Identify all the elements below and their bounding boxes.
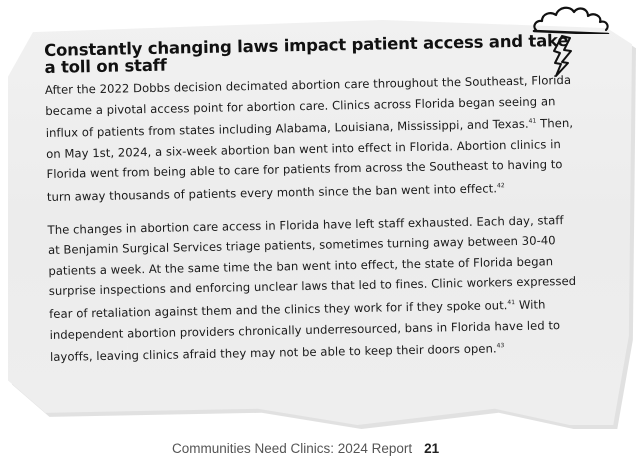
page-footer: [172, 441, 439, 456]
paragraph-text: Then, on May 1st, 2024, a six-week abortion ban went into effect in Florida. Abortion clinics in Florida went from being able to care for patients from across the Southeast to having to turn away thousands of patients every month since the ban went into effect.: [46, 116, 574, 204]
section-heading: Constantly changing laws impact patient access and take a toll on staff: [43, 30, 569, 77]
footnote-ref[interactable]: 41: [528, 117, 537, 125]
footnote-ref[interactable]: 43: [496, 342, 505, 350]
page-number: 21: [424, 441, 440, 456]
paragraph-2: [47, 209, 580, 367]
article-section: [44, 32, 580, 380]
report-title: Communities Need Clinics: 2024 Report: [172, 441, 413, 456]
paragraph-text: The changes in abortion care access in Florida have left staff exhausted. Each day, staff at Benjamin Surgical Services triage patients, sometimes turning away between 30-40 patients a week. At the same time the ban went into effect, the state of Florida began surprise inspections and enforcing unclear laws that led to fines. Clinic workers expressed fear of retaliation against them and the clinics they work for if they spoke out.: [47, 212, 577, 321]
paragraph-text: With independent abortion providers chronically underresourced, bans in Florida have led to layoffs, leaving clinics afraid they may not be able to keep their doors open.: [49, 297, 561, 365]
storm-cloud-icon: [530, 4, 630, 34]
paragraph-text: After the 2022 Dobbs decision decimated abortion care throughout the Southeast, Florida became a pivotal access point for abortion care. Clinics across Florida began seeing an influx of patients from states including Alabama, Louisiana, Mississippi, and Texas.: [44, 72, 572, 141]
footnote-ref[interactable]: 41: [507, 298, 516, 307]
footnote-ref[interactable]: 42: [496, 182, 505, 190]
paragraph-1: [45, 70, 577, 208]
